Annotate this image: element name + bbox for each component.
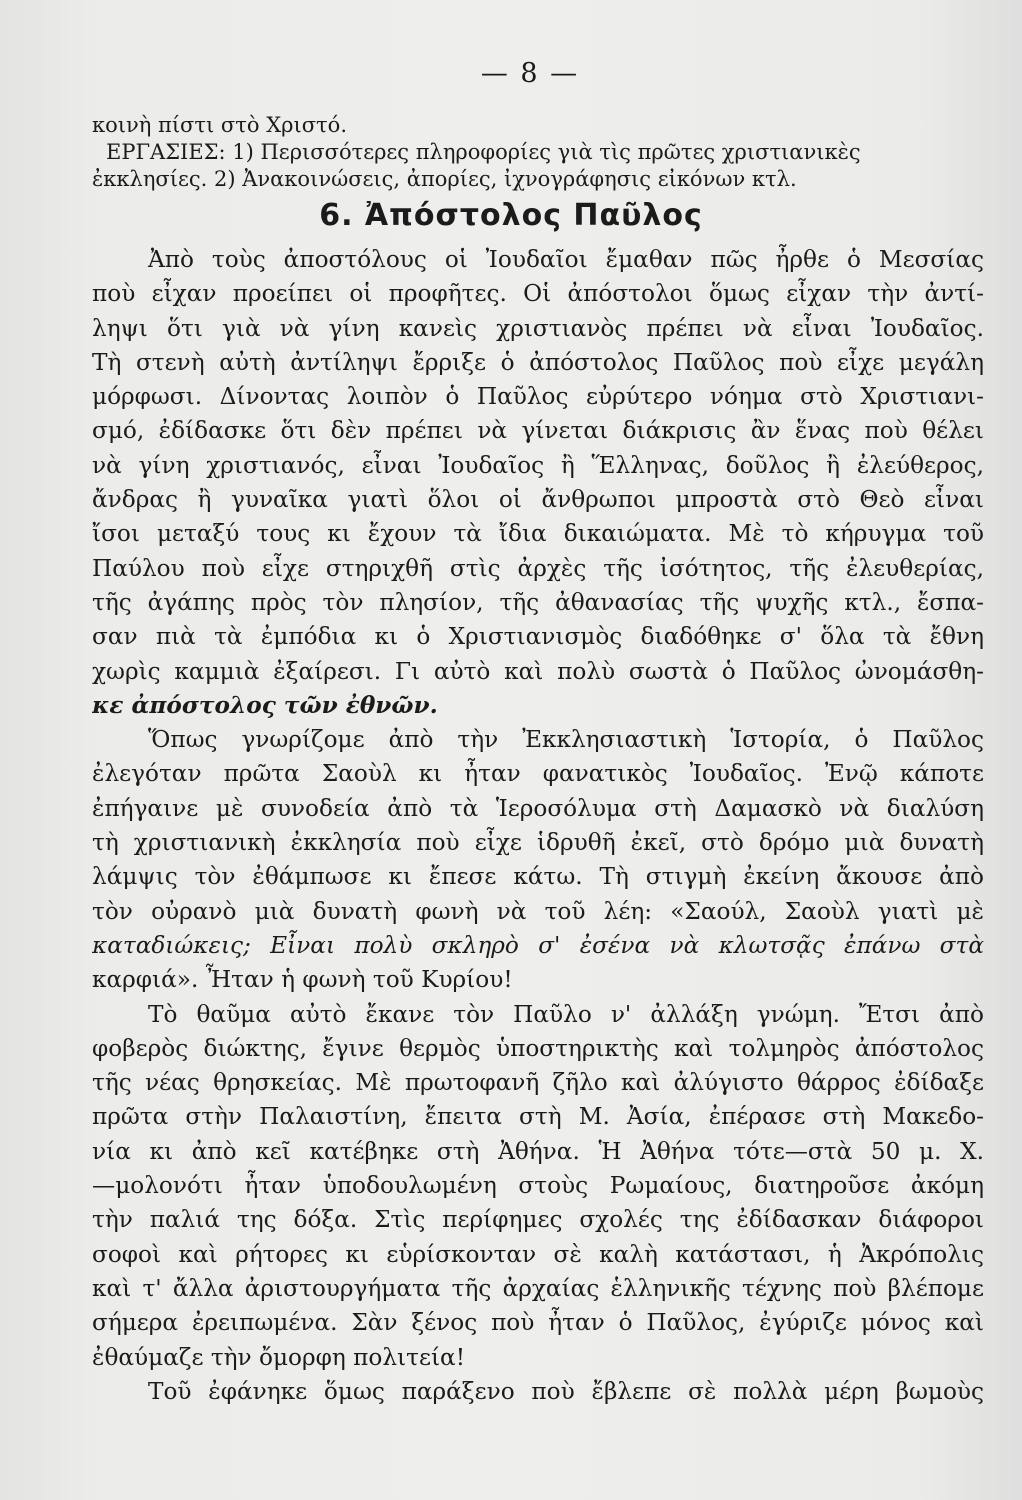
exercises-block [92, 112, 982, 193]
text-line: λάμψις τὸν ἐθάμπωσε κι ἔπεσε κάτω. Τὴ στιγμὴ ἐκείνη ἄκουσε ἀπὸ [92, 863, 984, 891]
text-line: χωρὶς καμμιὰ ἐξαίρεσι. Γι αὐτὸ καὶ πολὺ σωστὰ ὁ Παῦλος ὠνομάσθη- [92, 657, 984, 685]
text-line: Τὴ στενὴ αὐτὴ ἀντίληψι ἔρριξε ὁ ἀπόστολος Παῦλος ποὺ εἶχε μεγάλη [92, 348, 984, 376]
text-line: ΕΡΓΑΣΙΕΣ: 1) Περισσότερες πληροφορίες γιὰ τὶς πρῶτες χριστιανικὲς [106, 140, 861, 164]
text-line: σαν πιὰ τὰ ἐμπόδια κι ὁ Χριστιανισμὸς διαδόθηκε σ' ὅλα τὰ ἔθνη [92, 623, 984, 651]
section-heading: 6. Ἀπόστολος Παῦλος [319, 198, 703, 233]
body-text [92, 243, 984, 1409]
text-line: ἐκκλησίες. 2) Ἀνακοινώσεις, ἀπορίες, ἰχνογράφησις εἰκόνων κτλ. [92, 167, 797, 191]
text-line: σήμερα ἐρειπωμένα. Σὰν ξένος ποὺ ἦταν ὁ Παῦλος, ἐγύριζε μόνος καὶ [92, 1309, 984, 1337]
text-line: ληψι ὅτι γιὰ νὰ γίνη κανεὶς χριστιανὸς πρέπει νὰ εἶναι Ἰουδαῖος. [92, 314, 984, 342]
text-line: ἄνδρας ἢ γυναῖκα γιατὶ ὅλοι οἱ ἄνθρωποι μπροστὰ στὸ Θεὸ εἶναι [92, 486, 984, 514]
text-line: καταδιώκεις; Εἶναι πολὺ σκληρὸ σ' ἐσένα νὰ κλωτσᾷς ἐπάνω στὰ [92, 931, 984, 959]
text-line: καρφιά». Ἦταν ἡ φωνὴ τοῦ Κυρίου! [92, 966, 513, 994]
text-line: σμό, ἐδίδασκε ὅτι δὲν πρέπει νὰ γίνεται διάκρισις ἂν ἕνας ποὺ θέλει [92, 417, 984, 445]
text-line: ἐλεγόταν πρῶτα Σαοὺλ κι ἦταν φανατικὸς Ἰουδαῖος. Ἐνῷ κάποτε [92, 760, 984, 788]
text-line: ἴσοι μεταξύ τους κι ἔχουν τὰ ἴδια δικαιώματα. Μὲ τὸ κήρυγμα τοῦ [92, 520, 984, 548]
text-line: Παύλου ποὺ εἶχε στηριχθῆ στὶς ἀρχὲς τῆς ἰσότητος, τῆς ἐλευθερίας, [92, 554, 984, 582]
text-line: ἐπήγαινε μὲ συνοδεία ἀπὸ τὰ Ἱεροσόλυμα στὴ Δαμασκὸ νὰ διαλύση [92, 794, 984, 822]
text-line: πρῶτα στὴν Παλαιστίνη, ἔπειτα στὴ Μ. Ἀσία, ἐπέρασε στὴ Μακεδο- [92, 1103, 984, 1131]
text-line: κοινὴ πίστι στὸ Χριστό. [92, 113, 347, 137]
text-line: Τοῦ ἐφάνηκε ὅμως παράξενο ποὺ ἔβλεπε σὲ πολλὰ μέρη βωμοὺς [148, 1377, 984, 1405]
text-line: Τὸ θαῦμα αὐτὸ ἔκανε τὸν Παῦλο ν' ἀλλάξη γνώμη. Ἔτσι ἀπὸ [148, 1000, 984, 1028]
text-line: ποὺ εἶχαν προείπει οἱ προφῆτες. Οἱ ἀπόστολοι ὅμως εἶχαν τὴν ἀντί- [92, 280, 984, 308]
text-line: τῆς ἀγάπης πρὸς τὸν πλησίον, τῆς ἀθανασίας τῆς ψυχῆς κτλ., ἔσπα- [92, 588, 984, 616]
text-line: τὴ χριστιανικὴ ἐκκλησία ποὺ εἶχε ἱδρυθῆ ἐκεῖ, στὸ δρόμο μιὰ δυνατὴ [92, 829, 984, 857]
text-line: σοφοὶ καὶ ρήτορες κι εὑρίσκονταν σὲ καλὴ κατάστασι, ἡ Ἀκρόπολις [92, 1240, 984, 1268]
text-line: νὰ γίνη χριστιανός, εἶναι Ἰουδαῖος ἢ Ἕλληνας, δοῦλος ἢ ἐλεύθερος, [92, 451, 984, 479]
text-line: μόρφωσι. Δίνοντας λοιπὸν ὁ Παῦλος εὐρύτερο νόημα στὸ Χριστιανι- [92, 383, 984, 411]
text-line: καὶ τ' ἄλλα ἀριστουργήματα τῆς ἀρχαίας ἑλληνικῆς τέχνης ποὺ βλέπομε [92, 1274, 984, 1302]
page-number: — 8 — [480, 58, 580, 89]
text-line: —μολονότι ἦταν ὑποδουλωμένη στοὺς Ρωμαίους, διατηροῦσε ἀκόμη [92, 1172, 984, 1200]
text-line: ἐθαύμαζε τὴν ὄμορφη πολιτεία! [92, 1343, 466, 1371]
text-line: τὴν παλιά της δόξα. Στὶς περίφημες σχολές της ἐδίδασκαν διάφοροι [92, 1206, 984, 1234]
text-line: Ὅπως γνωρίζομε ἀπὸ τὴν Ἐκκλησιαστικὴ Ἱστορία, ὁ Παῦλος [148, 726, 984, 754]
text-line: νία κι ἀπὸ κεῖ κατέβηκε στὴ Ἀθήνα. Ἡ Ἀθήνα τότε—στὰ 50 μ. Χ. [92, 1137, 984, 1165]
text-line: φοβερὸς διώκτης, ἔγινε θερμὸς ὑποστηρικτὴς καὶ τολμηρὸς ἀπόστολος [92, 1034, 984, 1062]
text-line: κε ἀπόστολος τῶν ἐθνῶν. [92, 691, 438, 719]
text-line: Ἀπὸ τοὺς ἀποστόλους οἱ Ἰουδαῖοι ἔμαθαν πῶς ἦρθε ὁ Μεσσίας [148, 246, 984, 273]
text-line: τὸν οὐρανὸ μιὰ δυνατὴ φωνὴ νὰ τοῦ λέη: «Σαούλ, Σαοὺλ γιατὶ μὲ [92, 897, 984, 925]
text-line: τῆς νέας θρησκείας. Μὲ πρωτοφανῆ ζῆλο καὶ ἀλύγιστο θάρρος ἐδίδαξε [92, 1069, 984, 1097]
